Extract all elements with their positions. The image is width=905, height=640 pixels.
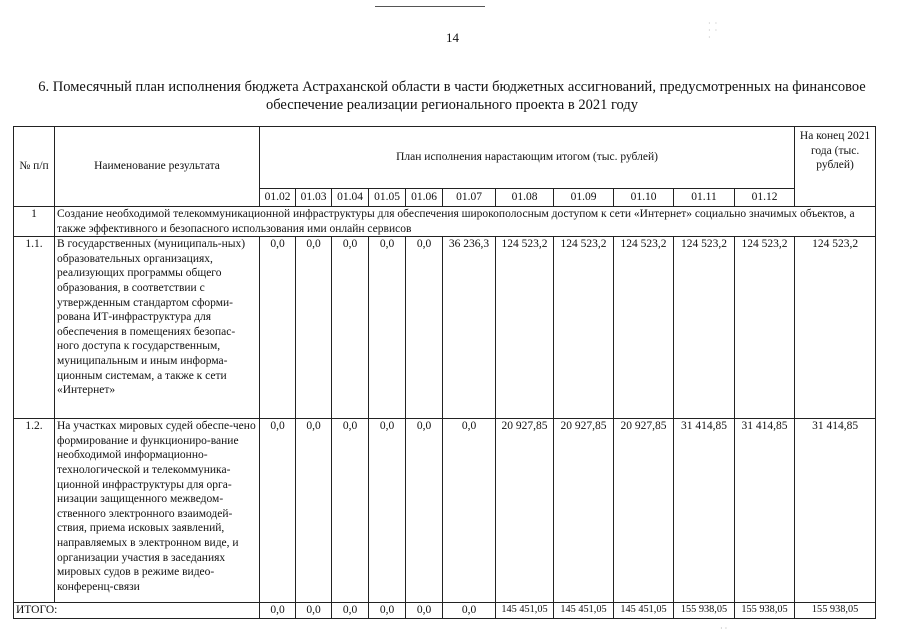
month-header: 01.07 bbox=[443, 189, 496, 207]
total-row bbox=[14, 603, 876, 619]
row-value: 0,0 bbox=[369, 237, 406, 419]
scan-artifact: · · bbox=[720, 624, 728, 633]
row-total: 124 523,2 bbox=[795, 237, 876, 419]
title-line-2: обеспечение реализации регионального проекта в 2021 году bbox=[265, 97, 639, 113]
total-value: 145 451,05 bbox=[614, 603, 674, 619]
row-value: 0,0 bbox=[332, 237, 369, 419]
row-num: 1.1. bbox=[14, 237, 55, 419]
total-value: 0,0 bbox=[406, 603, 443, 619]
total-value: 0,0 bbox=[369, 603, 406, 619]
total-value: 145 451,05 bbox=[496, 603, 554, 619]
header-year-end: На конец 2021 года (тыс. рублей) bbox=[795, 127, 876, 207]
table-row bbox=[14, 237, 876, 419]
row-value: 36 236,3 bbox=[443, 237, 496, 419]
header-name: Наименование результата bbox=[55, 127, 260, 207]
total-value: 155 938,05 bbox=[674, 603, 735, 619]
total-value: 0,0 bbox=[332, 603, 369, 619]
page-number: 14 bbox=[446, 30, 459, 45]
row-value: 0,0 bbox=[406, 419, 443, 603]
row-value: 124 523,2 bbox=[496, 237, 554, 419]
month-header: 01.09 bbox=[554, 189, 614, 207]
row-value: 124 523,2 bbox=[614, 237, 674, 419]
row-num: 1.2. bbox=[14, 419, 55, 603]
table-row bbox=[14, 419, 876, 603]
row-value: 0,0 bbox=[406, 237, 443, 419]
row-value: 124 523,2 bbox=[735, 237, 795, 419]
row-value: 0,0 bbox=[260, 419, 296, 603]
row-value: 124 523,2 bbox=[554, 237, 614, 419]
row-value: 31 414,85 bbox=[674, 419, 735, 603]
section-text: Создание необходимой телекоммуникационной инфраструктуры для обеспечения широкополосным доступом к сети «Интернет» социально значимых объектов, а также эффективного и безопасного использования ими онлайн сервисов bbox=[55, 207, 876, 237]
total-value: 145 451,05 bbox=[554, 603, 614, 619]
row-value: 0,0 bbox=[443, 419, 496, 603]
row-value: 20 927,85 bbox=[554, 419, 614, 603]
month-header: 01.06 bbox=[406, 189, 443, 207]
budget-plan-table bbox=[13, 126, 876, 619]
month-header: 01.04 bbox=[332, 189, 369, 207]
row-value: 0,0 bbox=[369, 419, 406, 603]
row-value: 124 523,2 bbox=[674, 237, 735, 419]
total-label: ИТОГО: bbox=[14, 603, 260, 619]
row-value: 0,0 bbox=[260, 237, 296, 419]
month-header: 01.08 bbox=[496, 189, 554, 207]
total-value: 155 938,05 bbox=[735, 603, 795, 619]
row-name: На участках мировых судей обеспе-чено формирование и функциониро-вание необходимой информационно-технологической и телекоммуника-ционной инфраструктуры для орга-низации защищенного межведом-ственного электронного взаимодей-ствия, приема исковых заявлений, направляемых в электронном виде, и организации участия в заседаниях мировых судов в режиме видео-конференц-связи bbox=[55, 419, 260, 603]
month-header: 01.05 bbox=[369, 189, 406, 207]
month-header: 01.02 bbox=[260, 189, 296, 207]
month-header: 01.11 bbox=[674, 189, 735, 207]
section-num: 1 bbox=[14, 207, 55, 237]
row-value: 0,0 bbox=[296, 419, 332, 603]
row-total: 31 414,85 bbox=[795, 419, 876, 603]
total-value: 0,0 bbox=[260, 603, 296, 619]
header-row bbox=[14, 127, 876, 189]
month-header: 01.10 bbox=[614, 189, 674, 207]
row-value: 0,0 bbox=[296, 237, 332, 419]
header-plan: План исполнения нарастающим итогом (тыс. рублей) bbox=[260, 127, 795, 189]
document-title bbox=[14, 78, 890, 114]
month-header: 01.03 bbox=[296, 189, 332, 207]
section-row bbox=[14, 207, 876, 237]
row-value: 31 414,85 bbox=[735, 419, 795, 603]
grand-total: 155 938,05 bbox=[795, 603, 876, 619]
month-header: 01.12 bbox=[735, 189, 795, 207]
title-line-1: 6. Помесячный план исполнения бюджета Астраханской области в части бюджетных ассигнований, предусмотренных на финансовое bbox=[38, 79, 866, 95]
scan-artifact: · · · · · bbox=[708, 19, 719, 42]
header-num: № п/п bbox=[14, 127, 55, 207]
row-value: 20 927,85 bbox=[496, 419, 554, 603]
row-value: 20 927,85 bbox=[614, 419, 674, 603]
row-name: В государственных (муниципаль-ных) образовательных организациях, реализующих программы общего образования, в соответствии с утвержденным стандартом сформи-рована ИТ-инфраструктура для обеспечения в помещениях безопас-ного доступа к государственным, муниципальным и иным информа-ционным системам, а также к сети «Интернет» bbox=[55, 237, 260, 419]
total-value: 0,0 bbox=[296, 603, 332, 619]
row-value: 0,0 bbox=[332, 419, 369, 603]
total-value: 0,0 bbox=[443, 603, 496, 619]
top-rule bbox=[375, 6, 485, 7]
